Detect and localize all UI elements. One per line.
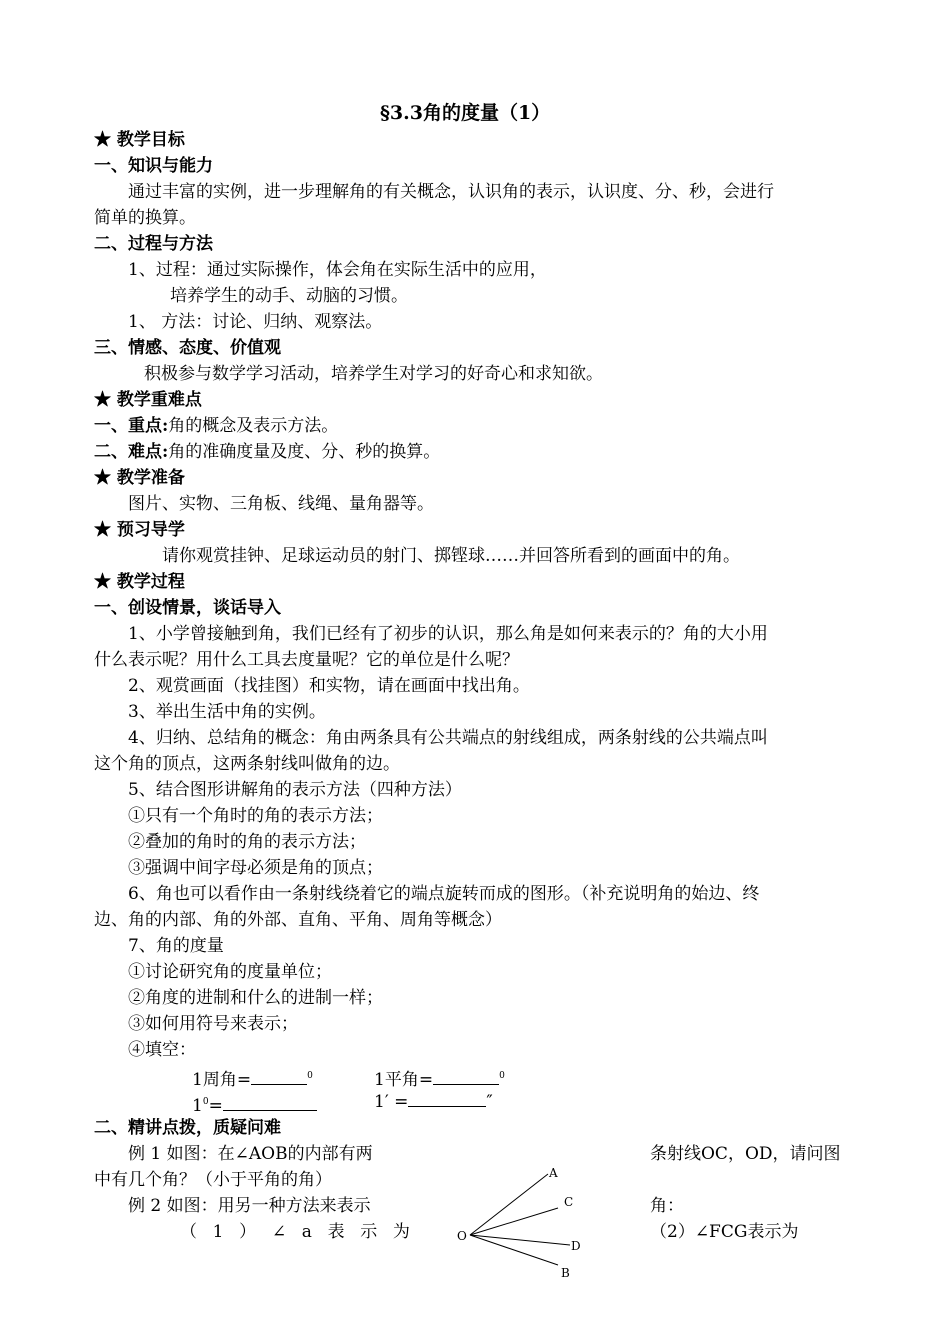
answer-blank (433, 1068, 499, 1085)
fill-blank-full-angle: 1周角= $^0$ (192, 1070, 313, 1090)
example-2-text-continued: 角： (650, 1196, 684, 1216)
point-label-a: A (549, 1166, 558, 1180)
subsection-heading: 三、情感、态度、价值观 (94, 338, 281, 358)
difficulty-label: 二、难点: (94, 442, 169, 462)
section-heading: ★ 教学目标 (94, 130, 185, 150)
subsection-heading: 二、过程与方法 (94, 234, 213, 254)
difficulty-line (94, 439, 440, 465)
paragraph-line: 1、过程：通过实际操作，体会角在实际生活中的应用， (128, 260, 547, 280)
paragraph-line: 简单的换算。 (94, 208, 196, 228)
ray-oa (470, 1174, 548, 1235)
example-2-question-1: （ 1 ） ∠ a 表 示 为 (180, 1222, 410, 1242)
paragraph-line: 1、 方法：讨论、归纳、观察法。 (128, 312, 383, 332)
fill-blank-straight-angle: 1平角= $^0$ (374, 1070, 505, 1090)
key-point-label: 一、重点: (94, 416, 169, 436)
list-item: ②角度的进制和什么的进制一样； (128, 988, 383, 1008)
point-label-o: O (457, 1229, 467, 1243)
list-item: ③强调中间字母必须是角的顶点； (128, 858, 383, 878)
subsection-heading: 二、精讲点拨，质疑问难 (94, 1118, 281, 1138)
paragraph-line: 边、角的内部、角的外部、直角、平角、周角等概念） (94, 910, 502, 930)
example-2-text: 例 2 如图：用另一种方法来表示 (128, 1196, 371, 1216)
paragraph-line: 这个角的顶点，这两条射线叫做角的边。 (94, 754, 400, 774)
answer-blank (251, 1068, 307, 1085)
paragraph-line: 3、举出生活中角的实例。 (128, 702, 326, 722)
paragraph-line: 7、角的度量 (128, 936, 224, 956)
paragraph-line: 积极参与数学学习活动，培养学生对学习的好奇心和求知欲。 (144, 364, 603, 384)
paragraph-line: 培养学生的动手、动脑的习惯。 (170, 286, 408, 306)
paragraph-line: 5、结合图形讲解角的表示方法（四种方法） (128, 780, 462, 800)
example-1-text-continued: 条射线OC，OD，请问图 (650, 1144, 841, 1164)
example-2-question-2: （2）∠FCG表示为 (650, 1222, 799, 1242)
paragraph-line: 通过丰富的实例，进一步理解角的有关概念，认识角的表示，认识度、分、秒，会进行 (128, 182, 774, 202)
list-item: ④填空： (128, 1040, 196, 1060)
subsection-heading: 一、创设情景，谈话导入 (94, 598, 281, 618)
paragraph-line: 6、角也可以看作由一条射线绕着它的端点旋转而成的图形。（补充说明角的始边、终 (128, 884, 760, 904)
answer-blank (223, 1094, 317, 1111)
paragraph-line: 什么表示呢？用什么工具去度量呢？它的单位是什么呢？ (94, 650, 519, 670)
paragraph-line: 图片、实物、三角板、线绳、量角器等。 (128, 494, 434, 514)
key-point-line (94, 413, 338, 439)
list-item: ②叠加的角时的角的表示方法； (128, 832, 366, 852)
subsection-heading: 一、知识与能力 (94, 156, 213, 176)
difficulty-text: 角的准确度量及度、分、秒的换算。 (168, 442, 441, 462)
answer-blank (408, 1090, 486, 1107)
list-item: ①只有一个角时的角的表示方法； (128, 806, 383, 826)
paragraph-line: 2、观赏画面（找挂图）和实物，请在画面中找出角。 (128, 676, 530, 696)
key-point-text: 角的概念及表示方法。 (168, 416, 339, 436)
fill-blank-degree: $1^0=$ (192, 1089, 317, 1119)
point-label-c: C (564, 1195, 574, 1209)
ray-oc (470, 1208, 558, 1235)
paragraph-line: 4、归纳、总结角的概念：角由两条具有公共端点的射线组成，两条射线的公共端点叫 (128, 728, 768, 748)
list-item: ①讨论研究角的度量单位； (128, 962, 332, 982)
paragraph-line: 请你观赏挂钟、足球运动员的射门、掷铿球……并回答所看到的画面中的角。 (162, 546, 740, 566)
page-title: §3.3角的度量（1） (380, 102, 551, 124)
section-heading: ★ 教学重难点 (94, 390, 202, 410)
section-heading: ★ 预习导学 (94, 520, 185, 540)
point-label-d: D (571, 1239, 581, 1253)
section-heading: ★ 教学准备 (94, 468, 185, 488)
example-1-question: 中有几个角？（小于平角的角） (94, 1170, 332, 1190)
example-1-text: 例 1 如图：在∠AOB的内部有两 (128, 1144, 373, 1164)
fill-blank-minute: 1′ = ″ (374, 1092, 493, 1112)
angle-rays-figure (440, 1150, 610, 1290)
list-item: ③如何用符号来表示； (128, 1014, 298, 1034)
section-heading: ★ 教学过程 (94, 572, 185, 592)
point-label-b: B (561, 1266, 570, 1280)
paragraph-line: 1、小学曾接触到角，我们已经有了初步的认识，那么角是如何来表示的？角的大小用 (128, 624, 768, 644)
